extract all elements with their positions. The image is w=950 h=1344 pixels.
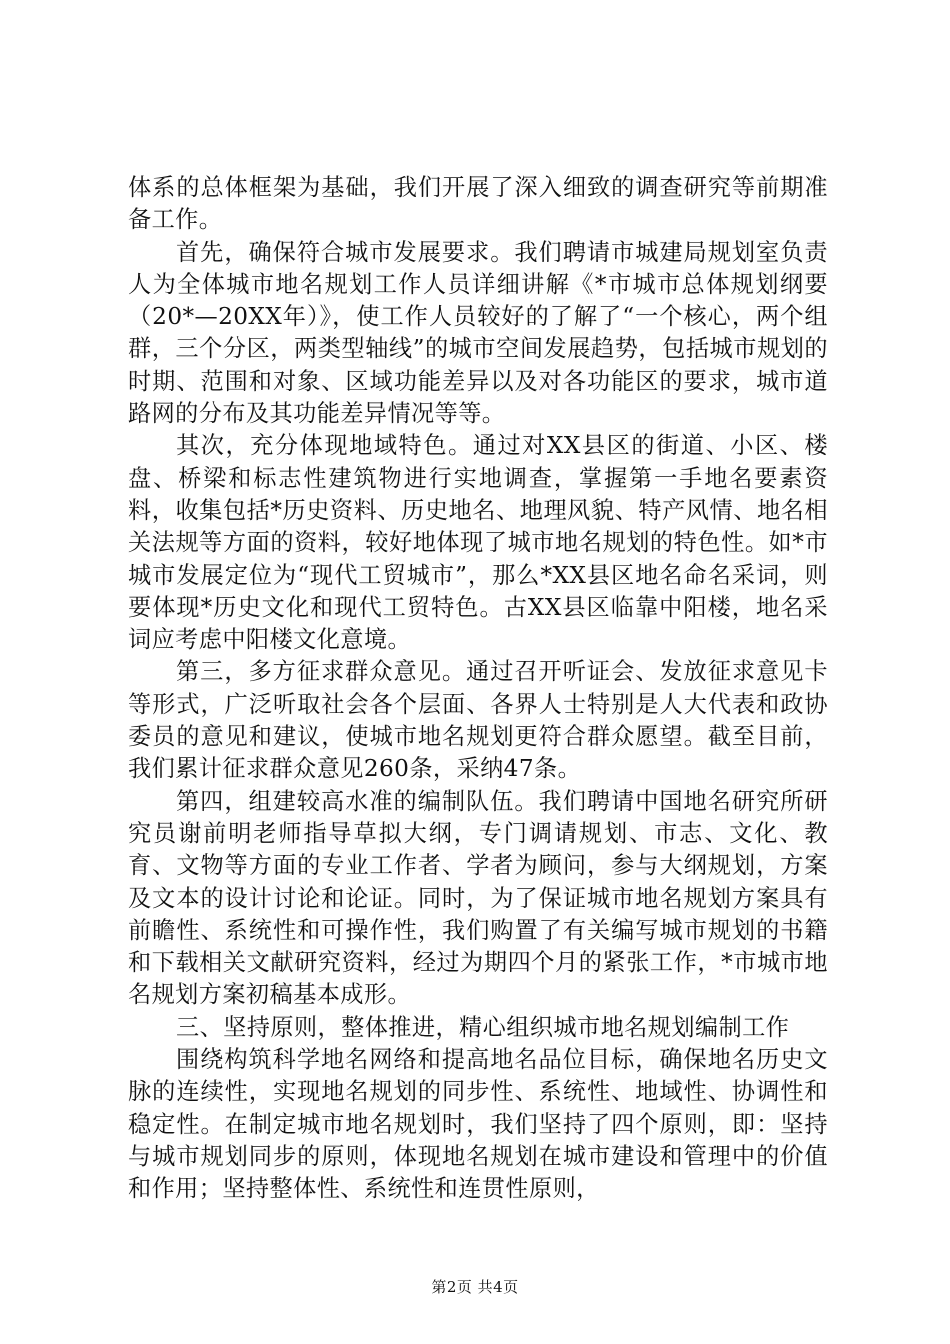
paragraph-first-point: 首先，确保符合城市发展要求。我们聘请市城建局规划室负责人为全体城市地名规划工作人员详细讲解《*市城市总体规划纲要（20*—20XX年）》，使工作人员较好的了解了“一个核心，两个组群，三个分区，两类型轴线”的城市空间发展趋势，包括城市规划的时期、范围和对象、区域功能差异以及对各功能区的要求，城市道路网的分布及其功能差异情况等等。 [128, 238, 828, 428]
section-heading-three: 三、坚持原则，整体推进，精心组织城市地名规划编制工作 [176, 1013, 790, 1041]
document-body [128, 172, 828, 1206]
page-number-footer: 第2页 共4页 [431, 1278, 519, 1296]
paragraph-principles: 围绕构筑科学地名网络和提高地名品位目标，确保地名历史文脉的连续性，实现地名规划的同步性、系统性、地域性、协调性和稳定性。在制定城市地名规划时，我们坚持了四个原则，即：坚持与城市规划同步的原则，体现地名规划在城市建设和管理中的价值和作用；坚持整体性、系统性和连贯性原则， [128, 1046, 828, 1203]
paragraph-continuation: 体系的总体框架为基础，我们开展了深入细致的调查研究等前期准备工作。 [128, 174, 828, 234]
paragraph-fourth-point: 第四，组建较高水准的编制队伍。我们聘请中国地名研究所研究员谢前明老师指导草拟大纲，专门调请规划、市志、文化、教育、文物等方面的专业工作者、学者为顾问，参与大纲规划，方案及文本的设计讨论和论证。同时，为了保证城市地名规划方案具有前瞻性、系统性和可操作性，我们购置了有关编写城市规划的书籍和下载相关文献研究资料，经过为期四个月的紧张工作，*市城市地名规划方案初稿基本成形。 [128, 787, 828, 1009]
paragraph-third-point: 第三，多方征求群众意见。通过召开听证会、发放征求意见卡等形式，广泛听取社会各个层面、各界人士特别是人大代表和政协委员的意见和建议，使城市地名规划更符合群众愿望。截至目前，我们累计征求群众意见260条，采纳47条。 [128, 658, 828, 783]
paragraph-second-point: 其次，充分体现地域特色。通过对XX县区的街道、小区、楼盘、桥梁和标志性建筑物进行实地调查，掌握第一手地名要素资料，收集包括*历史资料、历史地名、地理风貌、特产风情、地名相关法规等方面的资料，较好地体现了城市地名规划的特色性。如*市城市发展定位为“现代工贸城市”，那么*XX县区地名命名采词，则要体现*历史文化和现代工贸特色。古XX县区临靠中阳楼，地名采词应考虑中阳楼文化意境。 [128, 432, 828, 654]
